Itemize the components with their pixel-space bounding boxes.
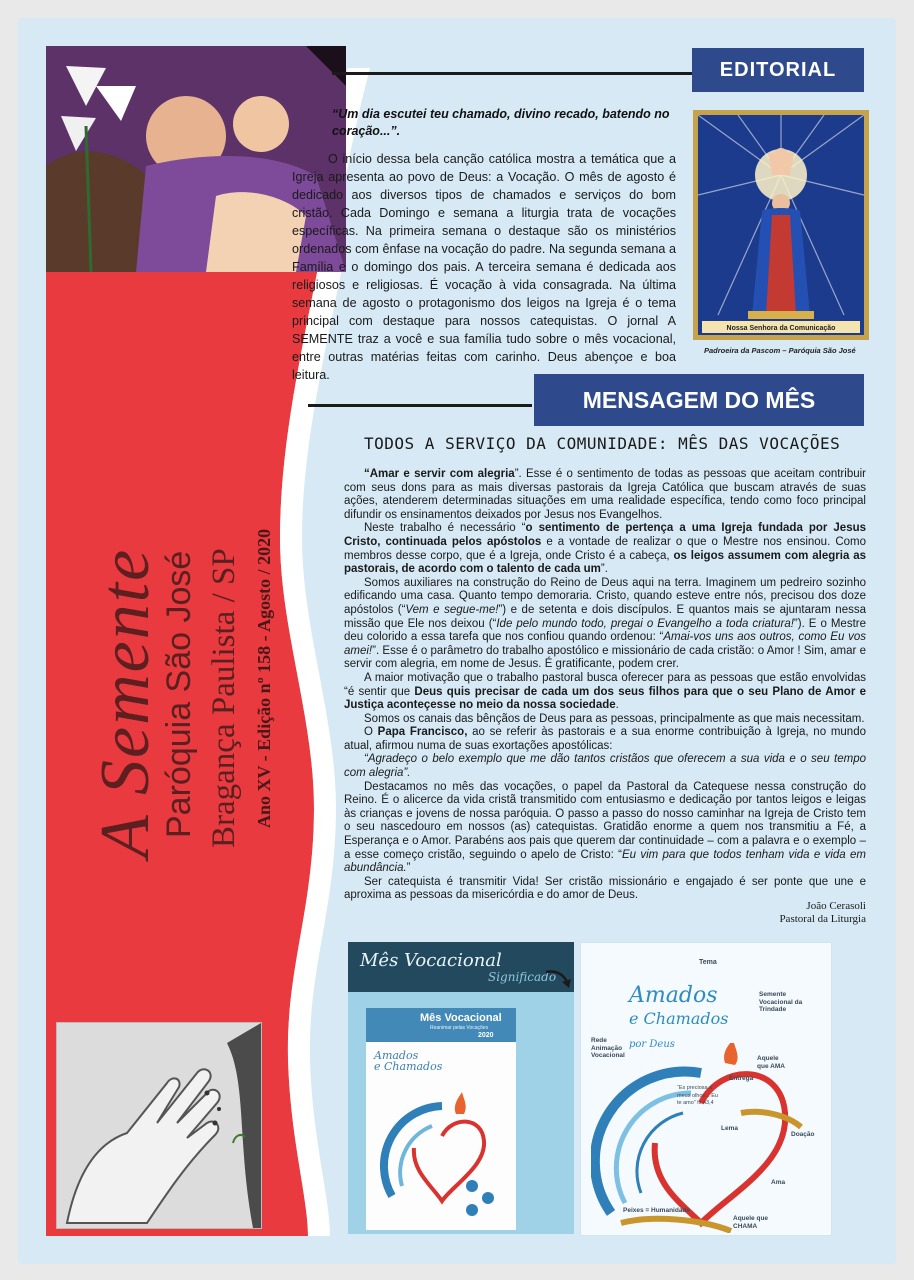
p3-f: Amai-vos uns aos outros, como Eu vos amei! [344,631,867,657]
p2-b: o sentimento de pertença a uma Igreja fundada por Jesus Cristo, continuada pelos apóstolos [344,522,867,548]
poster-chamados-text: e Chamados [374,1060,443,1073]
poster-title: Mês Vocacional [420,1012,502,1024]
banner-title: Mês Vocacional [360,950,502,971]
label-lema: Lema [721,1125,738,1132]
message-body [344,468,866,903]
vocational-diagram [580,942,832,1236]
p6-b: Papa Francisco, [377,726,468,739]
vocational-month-graphic [348,942,574,1234]
poster-globe-heart [372,1086,512,1226]
p8-a: Destacamos no mês das vocações, o papel da Pastoral da Catequese nessa construção do Reino. É o alicerce da vida cristã transmitido com entusiasmo e dedicação por tantos leigos e leigas às crianças e jovens de nossa paróquia. O passo a passo do nosso caminhar na Igreja de Cristo tem o seu nascedouro em nossos (as) catequistas. Gratidão enorme a quem nos transmitiu a Fé, a Esperança e o Amor. Parabéns aos pais que querem dar continuidade – com a palavra e o exemplo – a esse começo cristão, seguindo o apelo de Cristo: “ [344,780,866,861]
label-ama: Ama [771,1179,786,1186]
diagram-por-deus-text: por Deus [629,1039,675,1050]
author-role: Pastoral da Liturgia [779,913,866,925]
newspaper-page [18,18,896,1264]
p5: Somos os canais das bênçãos de Deus para as pessoas, principalmente as que mais necessitam. [364,712,865,725]
masthead-title: A Semente [87,547,164,858]
editorial-rule [332,72,692,75]
p8-c: ” [406,862,411,875]
masthead-edition: Ano XV - Edição nº 158 - Agosto / 2020 [254,528,274,828]
p2-d: os leigos assumem com alegria as pastorais, de acordo com o talento de cada um [344,549,866,576]
image-caption: Padroeira da Pascom – Paróquia São José [704,346,856,355]
p1-text: ”. Esse é o sentimento de todas as pessoas que aceitam contribuir com seus dons para as mais diversas pastorais da Igreja Católica que buscam através de suas ações, atenderem determinadas situações em uma realidade específica, tendo como foco principal difundir os ensinamentos deixados por Jesus nos Evangelhos. [344,468,866,521]
p7-quote: “Agradeço o belo exemplo que me dão tantos cristãos que oferecem a sua vida e o seu tempo com alegria”. [344,753,866,780]
masthead-parish: Paróquia São José [160,550,198,838]
p6-c: ao se referir às pastorais e a sua enorme contribuição à Igreja, no mundo atual, afirmou numa de suas exortações apostólicas: [344,726,866,752]
our-lady-image [693,110,869,340]
p3-g: ”. Esse é o parâmetro do trabalho apostólico e missionário de cada cristão: o Amor ! Sim, amar e servir com alegria, em nome de Jesus. É gratificante, podem crer. [344,644,866,671]
label-verse: “Es preciosa a meus olhos... Eu te amo” Is 43,4 [677,1085,718,1106]
p3-e: ”). E o Mestre deu colorido a essa tarefa que nos confiou quando ordenou: “ [344,617,866,644]
label-rede: Rede Animação Vocacional [591,1037,625,1059]
our-lady-label: Nossa Senhora da Comunicação [726,325,836,332]
p2-e: ”. [600,563,608,576]
label-tema: Tema [699,959,717,966]
p4-c: . [615,699,619,712]
message-heading: MENSAGEM DO MÊS [534,374,864,426]
hand-sowing-sketch [56,1022,262,1229]
p3-b: Vem e segue-me! [405,603,499,616]
p1-bold: “Amar e servir com alegria [364,468,515,480]
label-aquele-ama: Aquele que AMA [757,1055,785,1070]
p6-a: O [364,726,378,739]
p2-a: Neste trabalho é necessário “ [364,522,526,535]
label-entrega: Entrega [729,1075,754,1082]
poster-subtitle: Reanimar pelas Vocações [430,1025,489,1031]
label-aquele-chama: Aquele que CHAMA [733,1215,769,1230]
poster-amados [374,1050,442,1072]
p4-a: A maior motivação que o trabalho pastoral busca oferecer para as pessoas que estão envolvidas “é sentir que [344,671,866,698]
label-peixes: Peixes = Humanidade [623,1207,691,1214]
poster-year: 2020 [478,1032,494,1039]
vocational-poster [366,1008,516,1230]
diagram-globe-heart [591,1043,821,1233]
signature [779,900,866,926]
p9: Ser catequista é transmitir Vida! Ser cristão missionário e engajado é ser ponte que une e aproxima as pessoas da misericórdia e do amor de Deus. [344,875,866,902]
poster-amados-text: Amados [374,1049,419,1062]
message-title: TODOS A SERVIÇO DA COMUNIDADE: MÊS DAS VOCAÇÕES [364,434,841,453]
message-rule [308,404,532,407]
diagram-amados-text: Amados [629,983,718,1008]
p3-d: Ide pelo mundo todo, pregai o Evangelho a toda criatura! [496,617,794,630]
p2-c: e a vontade de realizar o que o Mestre nos ensinou. Como membros desse corpo, que é a Igreja, onde Cristo é a cabeça, [344,535,867,562]
p3-a: Somos auxiliares na construção do Reino de Deus aqui na terra. Imaginem um pedreiro sozinho edificando uma casa. Quanto tempo demoraria. Cristo, quando esteve entre nós, precisou dos doze apóstolos (“ [344,576,866,616]
author-name: João Cerasoli [806,900,866,912]
p8-b: Eu vim para que todos tenham vida e vida em abundância. [344,848,866,875]
p3-c: ”) e de setenta e dois discípulos. E quantos mais se ajuntaram nessa missão que Ele nos deixou (“ [344,603,866,630]
masthead-city: Bragança Paulista / SP [206,548,242,848]
editorial-body: O início dessa bela canção católica mostra a temática que a Igreja apresenta ao povo de Deus: a Vocação. O mês de agosto é dedicado aos diversos tipos de chamados e serviços do bom cristão. Cada Domingo e semana a liturgia trata de vocações específicas. Na primeira semana o destaque são os ministérios ordenados com ênfase na vocação do padre. Na segunda semana a Família e o domingo dos pais. A terceira semana é dedicada aos religiosos e religiosas. É vocação à vida consagrada. Na última semana de agosto o protagonismo dos leigos na Igreja é o tema principal com destaque para nossos catequistas. O jornal A SEMENTE traz a você e sua família tudo sobre o mês vocacional, entre outras matérias feitas com carinho. Deus abençoe e boa leitura. [292,152,676,382]
diagram-chamados-text: e Chamados [629,1009,729,1028]
editorial-heading: EDITORIAL [692,48,864,92]
label-semente: Semente Vocacional da Trindade [759,991,803,1013]
editorial-quote: “Um dia escutei teu chamado, divino recado, batendo no coração...”. [332,107,670,138]
label-doacao: Doação [791,1131,815,1138]
banner-subtitle: Significado [488,970,557,984]
arrow-icon [544,968,574,992]
p4-b: Deus quis precisar de cada um dos seus filhos para que o seu Plano de Amor e Justiça aconteçesse no meio da nossa sociedade [344,685,866,712]
